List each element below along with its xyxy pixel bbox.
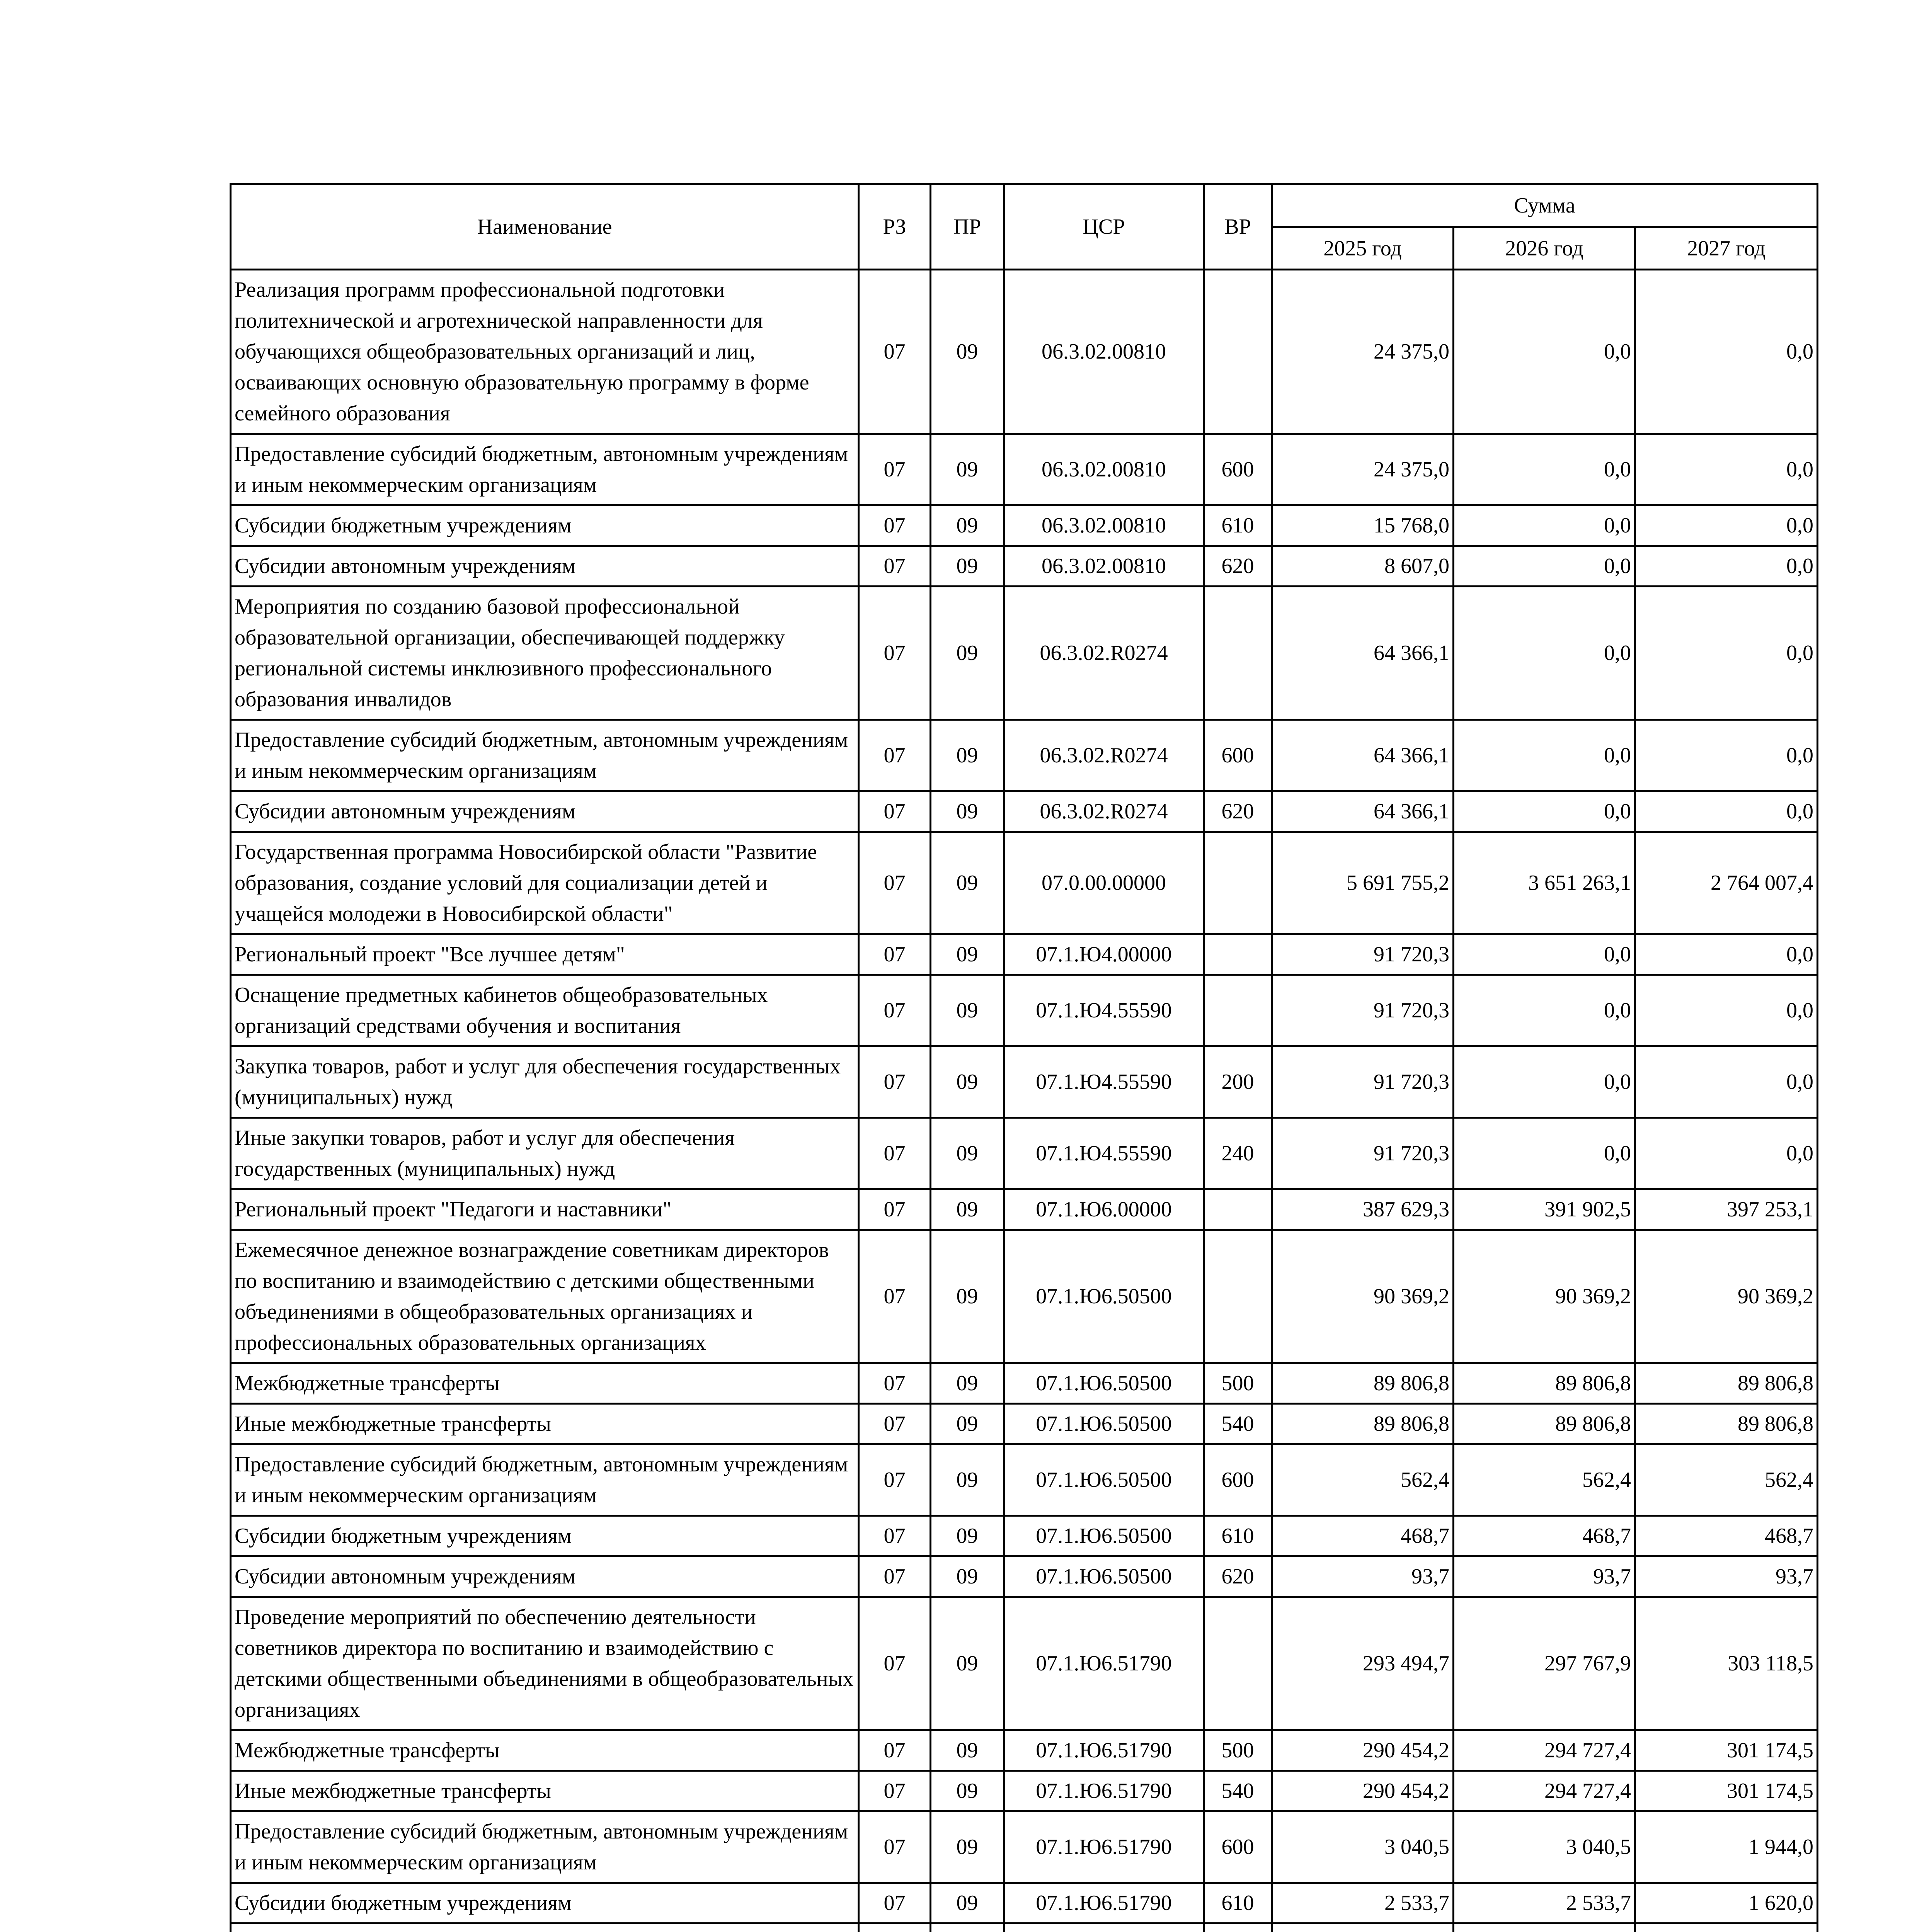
table-row [231, 832, 1818, 934]
table-row [231, 791, 1818, 832]
cell-pr [931, 1923, 1004, 1932]
cell-y2025: 8 607,0 [1272, 546, 1454, 587]
header-sum: Сумма [1272, 184, 1818, 227]
table-row [231, 934, 1818, 975]
cell-csr: 07.1.Ю6.50500 [1004, 1516, 1204, 1556]
cell-name: Региональный проект "Педагоги и наставники" [231, 1189, 859, 1230]
table-row [231, 1230, 1818, 1363]
cell-y2027: 1 944,0 [1635, 1811, 1818, 1883]
table-row [231, 434, 1818, 505]
cell-rz: 07 [859, 1404, 931, 1444]
cell-y2027: 93,7 [1635, 1556, 1818, 1597]
table-row [231, 1730, 1818, 1771]
cell-rz: 07 [859, 1118, 931, 1189]
cell-y2026: 0,0 [1454, 587, 1635, 720]
cell-y2026: 0,0 [1454, 1046, 1635, 1118]
table-row [231, 587, 1818, 720]
cell-name: Субсидии автономным учреждениям [231, 791, 859, 832]
cell-csr: 07.1.Ю4.55590 [1004, 975, 1204, 1046]
cell-pr: 09 [931, 546, 1004, 587]
cell-name: Предоставление субсидий бюджетным, автономным учреждениям и иным некоммерческим организациям [231, 1444, 859, 1516]
cell-y2026: 2 533,7 [1454, 1883, 1635, 1923]
cell-name: Проведение мероприятий по обеспечению деятельности советников директора по воспитанию и взаимодействию с детскими общественными объединениями в общеобразовательных организациях [231, 1597, 859, 1730]
cell-name: Субсидии бюджетным учреждениям [231, 1883, 859, 1923]
cell-y2025: 91 720,3 [1272, 1046, 1454, 1118]
cell-name: Субсидии автономным учреждениям [231, 546, 859, 587]
table-row [231, 1883, 1818, 1923]
cell-rz [859, 1923, 931, 1932]
cell-y2026: 468,7 [1454, 1516, 1635, 1556]
cell-csr: 07.1.Ю4.55590 [1004, 1118, 1204, 1189]
header-vr: ВР [1204, 184, 1272, 270]
cell-y2026: 0,0 [1454, 791, 1635, 832]
cell-rz: 07 [859, 975, 931, 1046]
header-year-2025: 2025 год [1272, 227, 1454, 270]
cell-csr: 06.3.02.R0274 [1004, 791, 1204, 832]
cell-vr [1204, 975, 1272, 1046]
cell-csr: 06.3.02.00810 [1004, 434, 1204, 505]
cell-name: Реализация программ профессиональной подготовки политехнической и агротехнической направленности для обучающихся общеобразовательных организаций и лиц, осваивающих основную образовательную программу в форме семейного образования [231, 270, 859, 434]
table-row [231, 1597, 1818, 1730]
cell-rz: 07 [859, 791, 931, 832]
cell-y2026 [1454, 1923, 1635, 1932]
cell-csr: 07.1.Ю6.51790 [1004, 1811, 1204, 1883]
cell-rz: 07 [859, 1597, 931, 1730]
cell-y2025: 91 720,3 [1272, 1118, 1454, 1189]
header-name: Наименование [231, 184, 859, 270]
cell-csr: 06.3.02.00810 [1004, 505, 1204, 546]
cell-y2027: 90 369,2 [1635, 1230, 1818, 1363]
cell-name: Субсидии бюджетным учреждениям [231, 505, 859, 546]
cell-y2027: 397 253,1 [1635, 1189, 1818, 1230]
cell-rz: 07 [859, 505, 931, 546]
cell-rz: 07 [859, 934, 931, 975]
cell-y2027: 562,4 [1635, 1444, 1818, 1516]
table-row [231, 546, 1818, 587]
cell-csr: 06.3.02.R0274 [1004, 587, 1204, 720]
cell-y2026: 0,0 [1454, 546, 1635, 587]
cell-y2027: 468,7 [1635, 1516, 1818, 1556]
cell-y2025: 93,7 [1272, 1556, 1454, 1597]
cell-rz: 07 [859, 1883, 931, 1923]
cell-csr [1004, 1923, 1204, 1932]
cell-name: Иные межбюджетные трансферты [231, 1404, 859, 1444]
cell-y2027: 0,0 [1635, 934, 1818, 975]
cell-pr: 09 [931, 1046, 1004, 1118]
cell-y2026: 90 369,2 [1454, 1230, 1635, 1363]
cell-y2027: 89 806,8 [1635, 1363, 1818, 1404]
cell-vr: 620 [1204, 791, 1272, 832]
cell-csr: 07.1.Ю6.51790 [1004, 1771, 1204, 1811]
cell-y2027: 0,0 [1635, 505, 1818, 546]
cell-csr: 07.1.Ю6.50500 [1004, 1556, 1204, 1597]
table-row [231, 1404, 1818, 1444]
cell-y2026: 0,0 [1454, 270, 1635, 434]
cell-pr: 09 [931, 587, 1004, 720]
cell-rz: 07 [859, 1444, 931, 1516]
cell-y2027: 1 620,0 [1635, 1883, 1818, 1923]
cell-y2026: 0,0 [1454, 1118, 1635, 1189]
cell-y2025: 24 375,0 [1272, 270, 1454, 434]
cell-vr: 500 [1204, 1730, 1272, 1771]
cell-y2027: 0,0 [1635, 587, 1818, 720]
cell-name: Оснащение предметных кабинетов общеобразовательных организаций средствами обучения и воспитания [231, 975, 859, 1046]
cell-vr [1204, 270, 1272, 434]
cell-name: Мероприятия по созданию базовой профессиональной образовательной организации, обеспечивающей поддержку региональной системы инклюзивного профессионального образования инвалидов [231, 587, 859, 720]
cell-vr: 600 [1204, 1811, 1272, 1883]
cell-pr: 09 [931, 1404, 1004, 1444]
cell-y2025: 64 366,1 [1272, 587, 1454, 720]
cell-y2025: 89 806,8 [1272, 1363, 1454, 1404]
cell-y2025: 290 454,2 [1272, 1771, 1454, 1811]
table-header-row [231, 184, 1818, 227]
cell-pr: 09 [931, 934, 1004, 975]
cell-y2026: 562,4 [1454, 1444, 1635, 1516]
cell-rz: 07 [859, 1811, 931, 1883]
table-body [231, 270, 1818, 1932]
cell-vr [1204, 934, 1272, 975]
cell-y2026: 0,0 [1454, 975, 1635, 1046]
cell-csr: 07.1.Ю6.50500 [1004, 1363, 1204, 1404]
table-row [231, 1189, 1818, 1230]
cell-vr: 610 [1204, 1516, 1272, 1556]
cell-pr: 09 [931, 720, 1004, 791]
cell-y2026: 93,7 [1454, 1556, 1635, 1597]
cell-csr: 07.1.Ю6.51790 [1004, 1597, 1204, 1730]
table-row [231, 1771, 1818, 1811]
cell-vr: 500 [1204, 1363, 1272, 1404]
cell-name: Предоставление субсидий бюджетным, автономным учреждениям и иным некоммерческим организациям [231, 434, 859, 505]
cell-y2025: 64 366,1 [1272, 791, 1454, 832]
cell-rz: 07 [859, 1230, 931, 1363]
cell-y2025: 293 494,7 [1272, 1597, 1454, 1730]
cell-y2026: 0,0 [1454, 434, 1635, 505]
cell-y2027: 0,0 [1635, 720, 1818, 791]
cell-pr: 09 [931, 434, 1004, 505]
cell-y2025: 387 629,3 [1272, 1189, 1454, 1230]
cell-rz: 07 [859, 546, 931, 587]
cell-csr: 06.3.02.00810 [1004, 546, 1204, 587]
cell-vr: 610 [1204, 1883, 1272, 1923]
cell-pr: 09 [931, 1811, 1004, 1883]
cell-y2025: 290 454,2 [1272, 1730, 1454, 1771]
cell-y2026: 297 767,9 [1454, 1597, 1635, 1730]
cell-name: Субсидии бюджетным учреждениям [231, 1516, 859, 1556]
cell-name: Предоставление субсидий бюджетным, автономным учреждениям и иным некоммерческим организациям [231, 1811, 859, 1883]
cell-y2025: 3 040,5 [1272, 1811, 1454, 1883]
cell-y2027: 89 806,8 [1635, 1404, 1818, 1444]
cell-name: Межбюджетные трансферты [231, 1730, 859, 1771]
cell-y2027: 0,0 [1635, 434, 1818, 505]
cell-y2027: 0,0 [1635, 546, 1818, 587]
cell-pr: 09 [931, 1883, 1004, 1923]
cell-vr [1204, 587, 1272, 720]
cell-y2025: 24 375,0 [1272, 434, 1454, 505]
cell-pr: 09 [931, 1597, 1004, 1730]
cell-y2027: 0,0 [1635, 270, 1818, 434]
cell-csr: 07.1.Ю6.51790 [1004, 1883, 1204, 1923]
cell-y2027: 0,0 [1635, 975, 1818, 1046]
cell-y2025: 562,4 [1272, 1444, 1454, 1516]
cell-name: Субсидии автономным учреждениям [231, 1556, 859, 1597]
cell-vr: 600 [1204, 720, 1272, 791]
cell-y2026: 3 040,5 [1454, 1811, 1635, 1883]
cell-rz: 07 [859, 1189, 931, 1230]
cell-name: Региональный проект "Все лучшее детям" [231, 934, 859, 975]
cell-rz: 07 [859, 1516, 931, 1556]
table-row [231, 505, 1818, 546]
cell-csr: 07.1.Ю4.55590 [1004, 1046, 1204, 1118]
cell-rz: 07 [859, 270, 931, 434]
cell-pr: 09 [931, 1444, 1004, 1516]
cell-y2026: 294 727,4 [1454, 1771, 1635, 1811]
cell-pr: 09 [931, 975, 1004, 1046]
cell-y2027 [1635, 1923, 1818, 1932]
cell-rz: 07 [859, 587, 931, 720]
cell-y2026: 0,0 [1454, 505, 1635, 546]
cell-rz: 07 [859, 1363, 931, 1404]
cell-rz: 07 [859, 1556, 931, 1597]
cell-y2026: 391 902,5 [1454, 1189, 1635, 1230]
header-pr: ПР [931, 184, 1004, 270]
cell-vr: 600 [1204, 434, 1272, 505]
cell-name: Межбюджетные трансферты [231, 1363, 859, 1404]
cell-vr [1204, 1230, 1272, 1363]
cell-y2025 [1272, 1923, 1454, 1932]
cell-vr: 240 [1204, 1118, 1272, 1189]
cell-csr: 07.1.Ю6.50500 [1004, 1230, 1204, 1363]
cell-csr: 07.1.Ю6.51790 [1004, 1730, 1204, 1771]
budget-table [230, 183, 1818, 1932]
cell-vr: 610 [1204, 505, 1272, 546]
cell-csr: 07.1.Ю6.00000 [1004, 1189, 1204, 1230]
cell-vr [1204, 1189, 1272, 1230]
cell-pr: 09 [931, 1230, 1004, 1363]
cell-y2026: 0,0 [1454, 720, 1635, 791]
table-row [231, 720, 1818, 791]
cell-pr: 09 [931, 1556, 1004, 1597]
cell-y2027: 301 174,5 [1635, 1730, 1818, 1771]
cell-vr: 200 [1204, 1046, 1272, 1118]
table-row [231, 1556, 1818, 1597]
table-row [231, 1811, 1818, 1883]
cell-y2027: 0,0 [1635, 1118, 1818, 1189]
cell-y2025: 15 768,0 [1272, 505, 1454, 546]
cell-name: Государственная программа Новосибирской области "Развитие образования, создание условий для социализации детей и учащейся молодежи в Новосибирской области" [231, 832, 859, 934]
table-row [231, 1363, 1818, 1404]
cell-y2027: 303 118,5 [1635, 1597, 1818, 1730]
cell-vr [1204, 832, 1272, 934]
cell-vr: 600 [1204, 1444, 1272, 1516]
cell-pr: 09 [931, 1730, 1004, 1771]
header-csr: ЦСР [1004, 184, 1204, 270]
cell-y2027: 0,0 [1635, 791, 1818, 832]
cell-y2026: 89 806,8 [1454, 1363, 1635, 1404]
cell-csr: 06.3.02.00810 [1004, 270, 1204, 434]
cell-name: Закупка товаров, работ и услуг для обеспечения государственных (муниципальных) нужд [231, 1046, 859, 1118]
table-row [231, 1118, 1818, 1189]
cell-y2025: 90 369,2 [1272, 1230, 1454, 1363]
cell-pr: 09 [931, 505, 1004, 546]
table-row [231, 1046, 1818, 1118]
cell-name: Иные закупки товаров, работ и услуг для обеспечения государственных (муниципальных) нужд [231, 1118, 859, 1189]
cell-y2025: 5 691 755,2 [1272, 832, 1454, 934]
cell-vr [1204, 1597, 1272, 1730]
cell-pr: 09 [931, 1771, 1004, 1811]
cell-y2026: 0,0 [1454, 934, 1635, 975]
cell-rz: 07 [859, 832, 931, 934]
cell-rz: 07 [859, 1046, 931, 1118]
cell-csr: 07.1.Ю6.50500 [1004, 1444, 1204, 1516]
cell-csr: 06.3.02.R0274 [1004, 720, 1204, 791]
cell-y2027: 0,0 [1635, 1046, 1818, 1118]
cell-pr: 09 [931, 1516, 1004, 1556]
cell-vr [1204, 1923, 1272, 1932]
table-row [231, 1516, 1818, 1556]
cell-csr: 07.0.00.00000 [1004, 832, 1204, 934]
table-row [231, 975, 1818, 1046]
cell-y2025: 64 366,1 [1272, 720, 1454, 791]
table-row [231, 1923, 1818, 1932]
cell-y2025: 2 533,7 [1272, 1883, 1454, 1923]
header-year-2027: 2027 год [1635, 227, 1818, 270]
cell-pr: 09 [931, 791, 1004, 832]
cell-pr: 09 [931, 270, 1004, 434]
cell-name [231, 1923, 859, 1932]
cell-y2026: 89 806,8 [1454, 1404, 1635, 1444]
cell-pr: 09 [931, 1363, 1004, 1404]
table-row [231, 1444, 1818, 1516]
cell-vr: 540 [1204, 1771, 1272, 1811]
budget-table-container [230, 183, 1817, 1932]
cell-pr: 09 [931, 1118, 1004, 1189]
header-year-2026: 2026 год [1454, 227, 1635, 270]
cell-csr: 07.1.Ю4.00000 [1004, 934, 1204, 975]
cell-rz: 07 [859, 1730, 931, 1771]
cell-rz: 07 [859, 434, 931, 505]
cell-pr: 09 [931, 832, 1004, 934]
cell-y2027: 2 764 007,4 [1635, 832, 1818, 934]
cell-rz: 07 [859, 1771, 931, 1811]
cell-y2025: 91 720,3 [1272, 934, 1454, 975]
cell-vr: 540 [1204, 1404, 1272, 1444]
cell-vr: 620 [1204, 1556, 1272, 1597]
cell-name: Предоставление субсидий бюджетным, автономным учреждениям и иным некоммерческим организациям [231, 720, 859, 791]
cell-rz: 07 [859, 720, 931, 791]
cell-y2026: 294 727,4 [1454, 1730, 1635, 1771]
cell-y2025: 468,7 [1272, 1516, 1454, 1556]
cell-pr: 09 [931, 1189, 1004, 1230]
header-rz: РЗ [859, 184, 931, 270]
cell-y2026: 3 651 263,1 [1454, 832, 1635, 934]
cell-csr: 07.1.Ю6.50500 [1004, 1404, 1204, 1444]
cell-name: Ежемесячное денежное вознаграждение советникам директоров по воспитанию и взаимодействию с детскими общественными объединениями в общеобразовательных организациях и профессиональных образовательных организациях [231, 1230, 859, 1363]
table-row [231, 270, 1818, 434]
cell-y2027: 301 174,5 [1635, 1771, 1818, 1811]
cell-y2025: 89 806,8 [1272, 1404, 1454, 1444]
cell-y2025: 91 720,3 [1272, 975, 1454, 1046]
cell-vr: 620 [1204, 546, 1272, 587]
cell-name: Иные межбюджетные трансферты [231, 1771, 859, 1811]
